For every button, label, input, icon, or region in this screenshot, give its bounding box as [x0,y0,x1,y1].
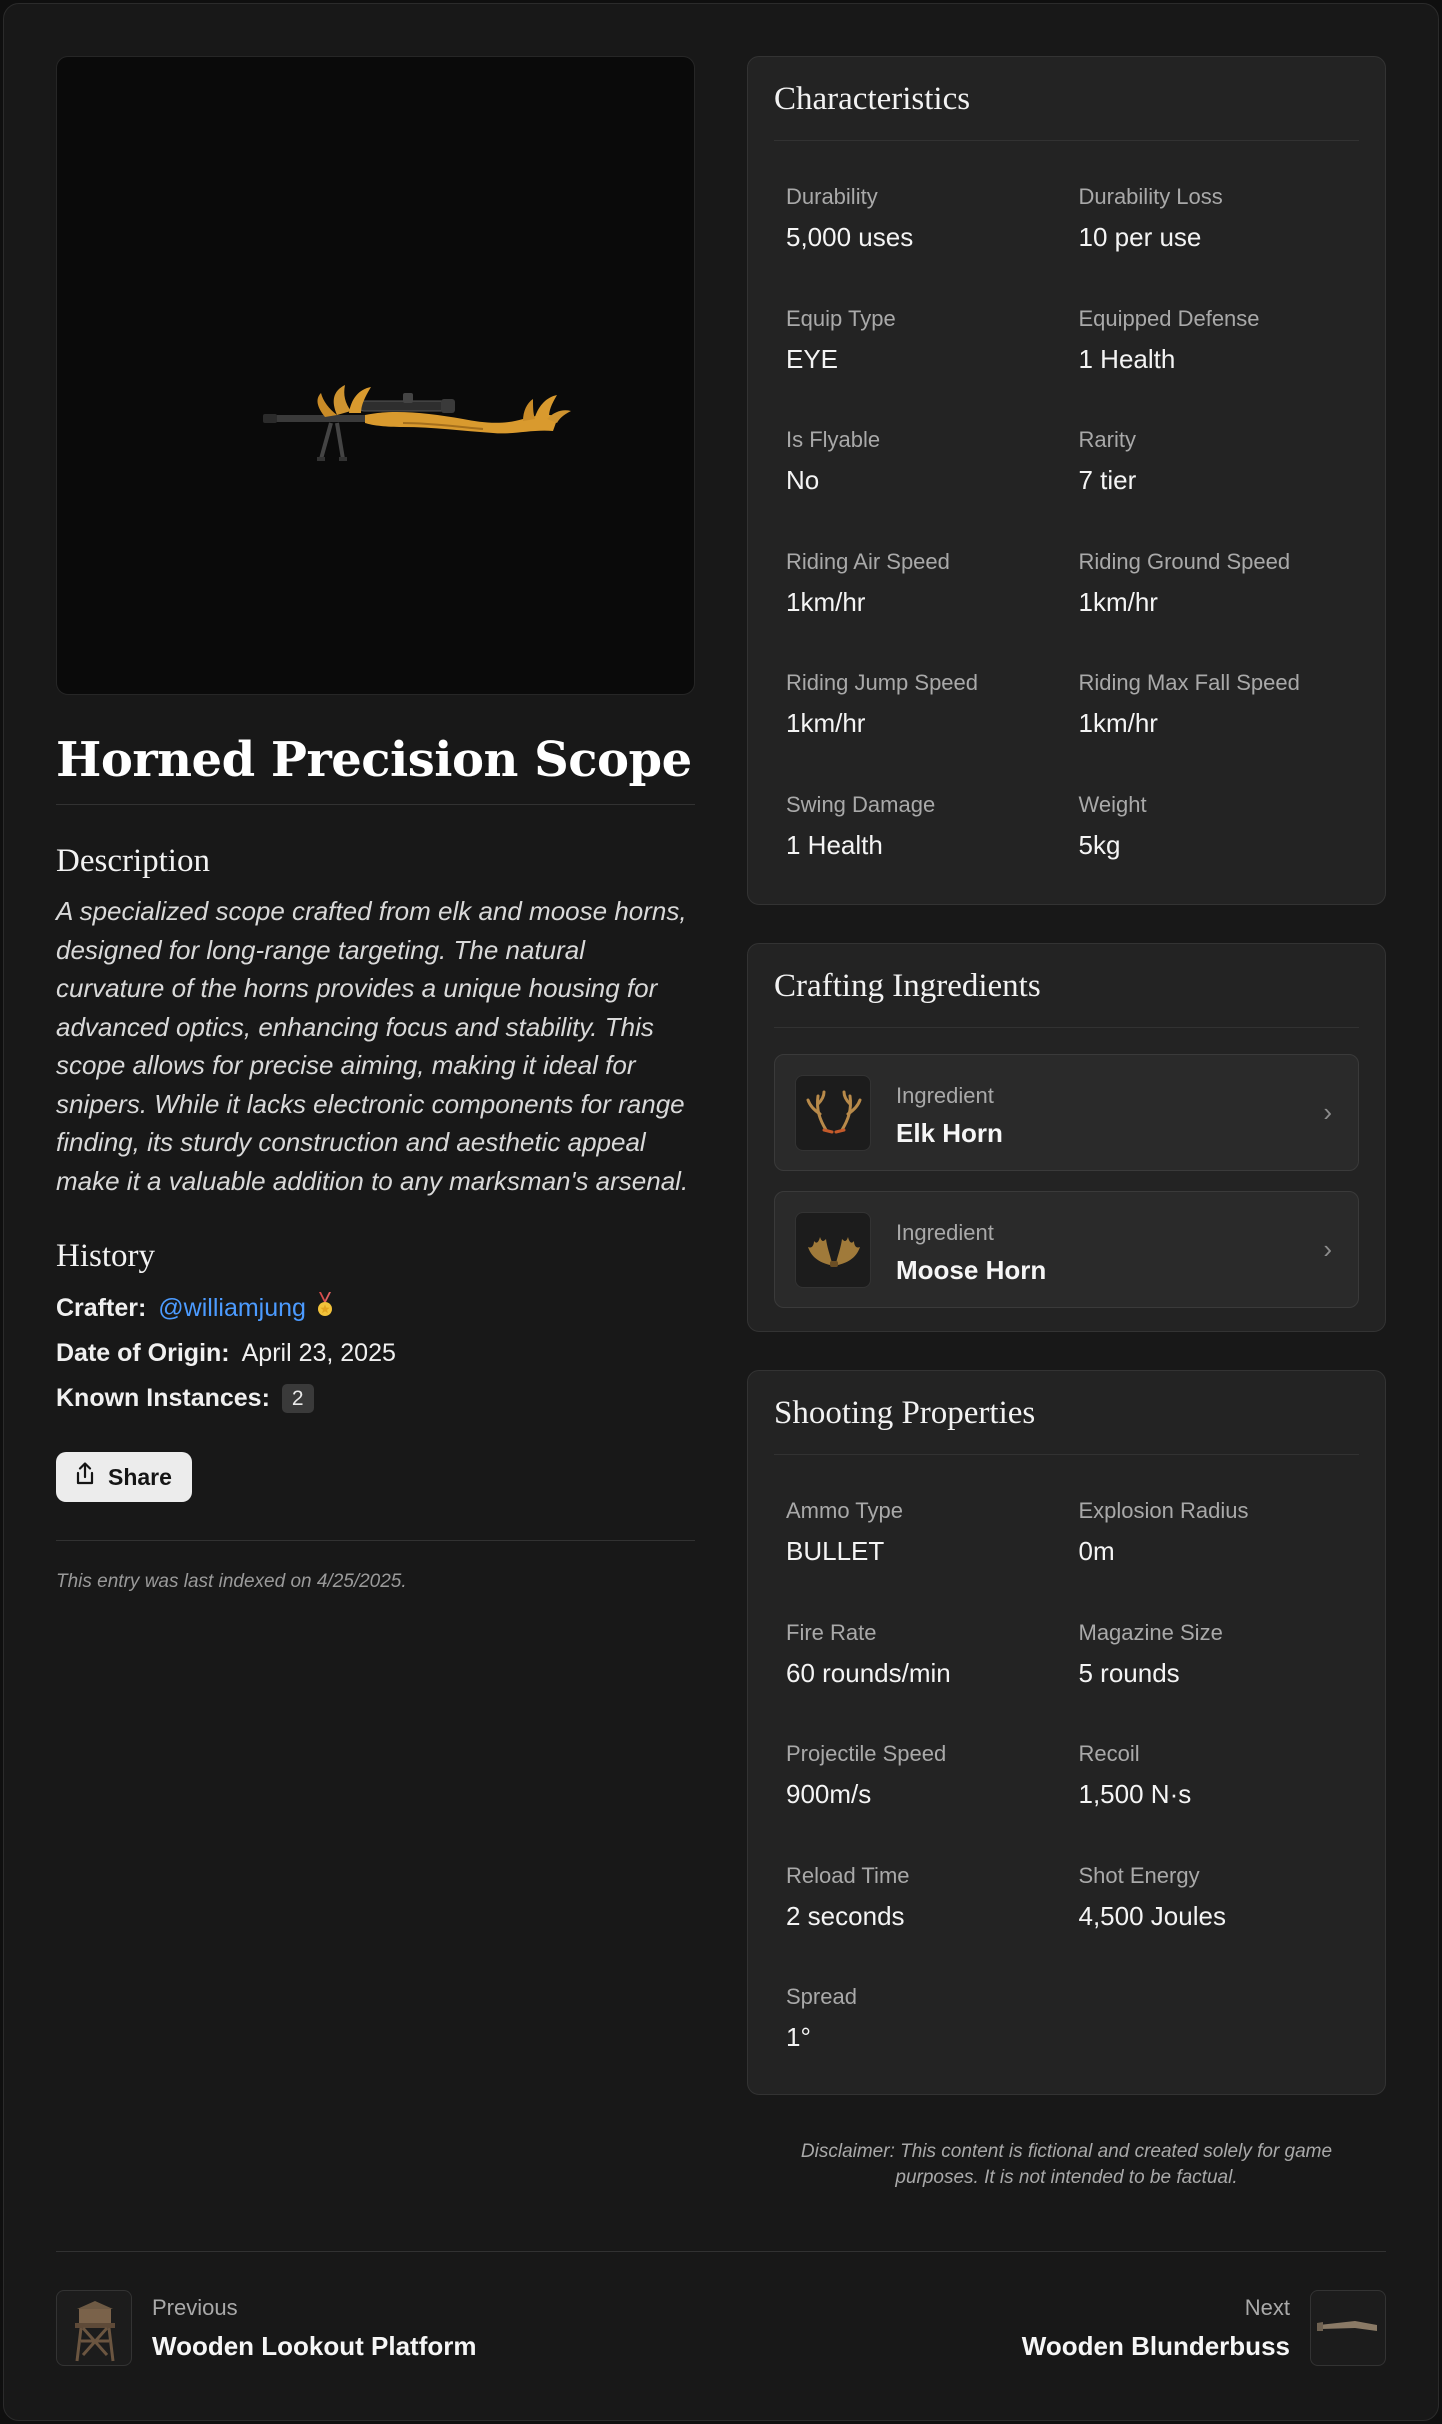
stat-durability [786,141,1055,263]
stat-value: 60 rounds/min [786,1657,951,1688]
stat-value: 4,500 Joules [1078,1900,1226,1931]
stat-riding-jump-speed [786,627,1055,749]
stat-label: Riding Max Fall Speed [1078,670,1300,695]
stat-value: 1km/hr [786,586,866,617]
stat-label: Riding Ground Speed [1078,548,1291,574]
stat-label: Projectile Speed [786,1741,947,1766]
medal-icon [314,1292,336,1325]
ingredient-name: Elk Horn [896,1118,1003,1148]
title-divider [56,804,695,805]
stat-value: 1km/hr [1078,586,1158,617]
stat-reload-time [786,1820,1055,1942]
previous-label: Previous [152,2294,238,2320]
stat-value: 1° [786,2022,811,2052]
stat-equipped-defense [1079,263,1348,385]
stat-explosion-radius [1079,1455,1348,1577]
stat-value: 2 seconds [786,1900,905,1931]
ingredient-elk-horn[interactable] [774,1054,1359,1171]
description-heading: Description [56,843,210,880]
item-title: Horned Precision Scope [56,732,692,788]
stat-fire-rate [786,1577,1055,1699]
previous-item-link[interactable] [56,2290,477,2366]
ingredient-label: Ingredient [896,1220,994,1245]
crafting-divider [774,1027,1359,1028]
stat-value: 1 Health [786,829,883,860]
description-text: A specialized scope crafted from elk and moose horns, designed for long-range targeting. The natural curvature of the horns provides a unique housing for advanced optics, enhancing focus and stability. This scope allows for precise aiming, making it ideal for snipers. While it lacks electronic components for range finding, its sturdy construction and aesthetic appeal make it a valuable addition to any marksman's arsenal. [56,896,689,1196]
previous-item-name: Wooden Lookout Platform [152,2330,477,2361]
origin-label: Date of Origin: [56,1339,230,1368]
footer-divider [56,2251,1386,2252]
stat-value: 10 per use [1078,222,1202,252]
stat-label: Reload Time [786,1862,910,1888]
crafter-label: Crafter: [56,1294,147,1323]
shooting-properties-card [747,1370,1386,2095]
item-image-panel [56,56,695,695]
characteristics-card [747,56,1386,905]
ingredient-label: Ingredient [896,1083,994,1108]
history-instances-row [56,1383,695,1414]
instances-label: Known Instances: [56,1384,270,1413]
stat-label: Fire Rate [786,1619,877,1645]
elk-horn-icon [795,1075,871,1151]
moose-horn-icon [795,1212,871,1288]
shooting-grid [774,1455,1359,2063]
stat-label: Ammo Type [786,1498,903,1523]
stat-value: 1,500 N·s [1078,1779,1192,1809]
stat-recoil [1079,1698,1348,1820]
stat-value: EYE [786,343,839,374]
share-button[interactable] [56,1452,192,1502]
stat-value: No [786,465,820,495]
shooting-heading: Shooting Properties [774,1395,1036,1431]
history-heading: History [56,1238,155,1275]
chevron-right-icon: › [1323,1097,1332,1127]
share-icon [74,1462,96,1492]
instances-badge: 2 [282,1384,314,1413]
stat-value: 7 tier [1078,465,1137,495]
crafting-ingredients-card [747,943,1386,1332]
stat-value: 1km/hr [1078,708,1158,738]
blunderbuss-icon [1310,2290,1386,2366]
stat-is-flyable [786,384,1055,506]
stat-label: Riding Air Speed [786,548,950,574]
stat-swing-damage [786,749,1055,871]
stat-ammo-type [786,1455,1055,1577]
crafter-link[interactable]: @williamjung [158,1294,306,1323]
characteristics-heading: Characteristics [774,81,971,117]
stat-label: Recoil [1078,1741,1140,1766]
stat-label: Weight [1078,791,1147,817]
origin-value: April 23, 2025 [241,1339,396,1368]
stat-label: Equipped Defense [1078,305,1260,331]
stat-label: Swing Damage [786,791,936,817]
stat-label: Magazine Size [1078,1619,1223,1645]
next-item-link[interactable] [1022,2290,1386,2366]
stat-label: Shot Energy [1078,1862,1200,1888]
ingredient-name: Moose Horn [896,1255,1047,1285]
stat-value: 900m/s [786,1779,872,1809]
stat-riding-max-fall-speed [1079,627,1348,749]
crafting-heading: Crafting Ingredients [774,968,1041,1004]
stat-label: Equip Type [786,305,896,331]
stat-spread [786,1941,1055,2063]
disclaimer-text: Disclaimer: This content is fictional and created solely for game purposes. It is not intended to be factual. [800,2141,1333,2188]
stat-label: Durability Loss [1078,184,1223,209]
indexed-note: This entry was last indexed on 4/25/2025. [56,1571,407,1593]
stat-value: BULLET [786,1536,885,1566]
stat-shot-energy [1079,1820,1348,1942]
share-label: Share [108,1463,172,1490]
stat-magazine-size [1079,1577,1348,1699]
lookout-platform-icon [56,2290,132,2366]
horned-scope-rifle-image [253,383,573,483]
characteristics-grid [774,141,1359,870]
history-crafter-row [56,1293,695,1324]
item-detail-right [747,56,1386,2191]
stat-label: Rarity [1078,427,1136,452]
history-origin-row [56,1338,695,1369]
indexed-divider [56,1540,695,1541]
ingredient-moose-horn[interactable] [774,1191,1359,1308]
stat-riding-air-speed [786,506,1055,628]
stat-rarity [1079,384,1348,506]
item-detail-left [56,56,695,1593]
next-item-name: Wooden Blunderbuss [1021,2330,1290,2361]
stat-label: Riding Jump Speed [786,670,979,695]
stat-value: 1km/hr [786,708,866,738]
next-label: Next [1244,2294,1290,2320]
chevron-right-icon: › [1323,1234,1332,1264]
stat-label: Is Flyable [786,427,881,452]
stat-label: Explosion Radius [1078,1498,1249,1523]
stat-value: 5,000 uses [786,222,914,252]
stat-value: 0m [1078,1536,1115,1566]
stat-value: 1 Health [1078,343,1176,374]
stat-label: Durability [786,184,878,209]
stat-weight [1079,749,1348,871]
stat-value: 5kg [1078,829,1121,860]
stat-value: 5 rounds [1078,1657,1180,1688]
stat-label: Spread [786,1984,857,2009]
stat-projectile-speed [786,1698,1055,1820]
stat-riding-ground-speed [1079,506,1348,628]
stat-durability-loss [1079,141,1348,263]
stat-equip-type [786,263,1055,385]
